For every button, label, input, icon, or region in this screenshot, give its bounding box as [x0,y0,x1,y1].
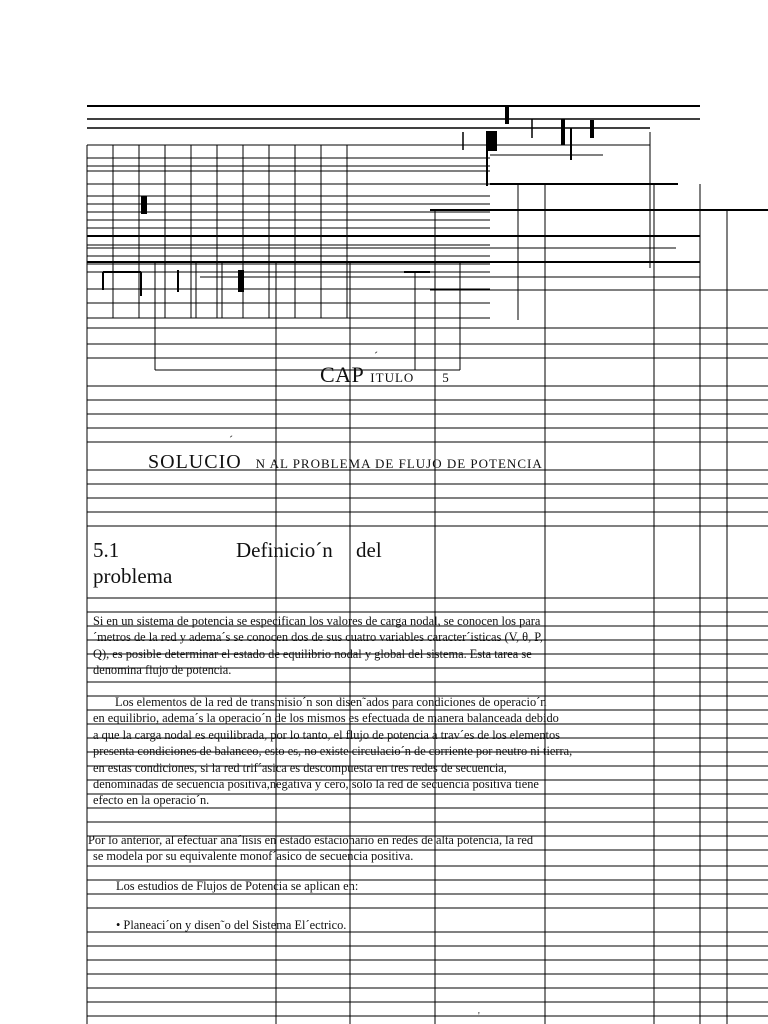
grid-mark [486,131,497,151]
paragraph-2-line: Los elementos de la red de transmisio´n son disen˜ados para condiciones de operacio´n [115,695,547,709]
chapter-accent: ´ [374,349,378,363]
paragraph-2-line: en equilibrio, adema´s la operacio´n de los mismos es efectuada de manera balanceada debido [93,711,559,726]
paragraph-2-line: presenta condiciones de balanceo, esto es, no existe circulacio´n de corriente por neutro ni tierra, [93,744,573,759]
chapter-lead: CAP [320,362,365,387]
paragraph-3 [88,832,688,865]
section-title-line2: problema [93,564,173,588]
grid-mark [505,106,509,124]
grid-mark [561,119,565,145]
chapter-title-rest: N AL PROBLEMA DE FLUJO DE POTENCIA [255,456,543,471]
grid-mark [238,270,244,292]
paragraph-4: Los estudios de Flujos de Potencia se aplican en: [116,879,359,893]
bullet-item: • Planeaci´on y disen˜o del Sistema El´ectrico. [116,918,347,932]
grid-mark [590,120,594,138]
section-number: 5.1 [93,538,120,562]
paragraph-1-line: denomina flujo de potencia. [93,663,232,678]
paragraph-3-line: se modela por su equivalente monof´asico de secuencia positiva. [93,849,414,864]
paragraph-1-line: Q), es posible determinar el estado de equilibrio nodal y global del sistema. Esta tarea se [93,646,532,661]
paragraph-2-line: efecto en la operacio´n. [93,793,210,808]
paragraph-2 [93,694,699,809]
chapter-title-lead: SOLUCIO [148,451,242,473]
footer-mark: ' [478,1011,480,1022]
section-title-line1: Definicio´n del [236,538,382,562]
title-accent: ´ [229,433,233,447]
paragraph-1-line: Si en un sistema de potencia se especifican los valores de carga nodal, se conocen los para [93,614,541,628]
grid-mark [141,196,147,214]
paragraph-2-line: a que la carga nodal es equilibrada, por lo tanto, el flujo de potencia a trav´es de los elementos [93,727,561,742]
paragraph-3-line: Por lo anterior, al efectuar ana´lisis en estado estacionario en redes de alta potencia, la red [88,833,534,847]
chapter-word-rest: ITULO [370,370,415,385]
paragraph-1 [93,613,699,679]
paragraph-2-line: en estas condiciones, si la red trif´asica es descompuesta en tres redes de secuencia, [93,760,507,775]
paragraph-2-line: denominadas de secuencia positiva,negativa y cero, solo la red de secuencia positiva tiene [93,777,539,792]
chapter-title [148,452,543,472]
chapter-number: 5 [442,370,450,385]
paragraph-1-line: ´metros de la red y adema´s se conocen dos de sus cuatro variables caracter´isticas (V, θ, P, [93,630,543,645]
chapter-heading [320,364,450,386]
